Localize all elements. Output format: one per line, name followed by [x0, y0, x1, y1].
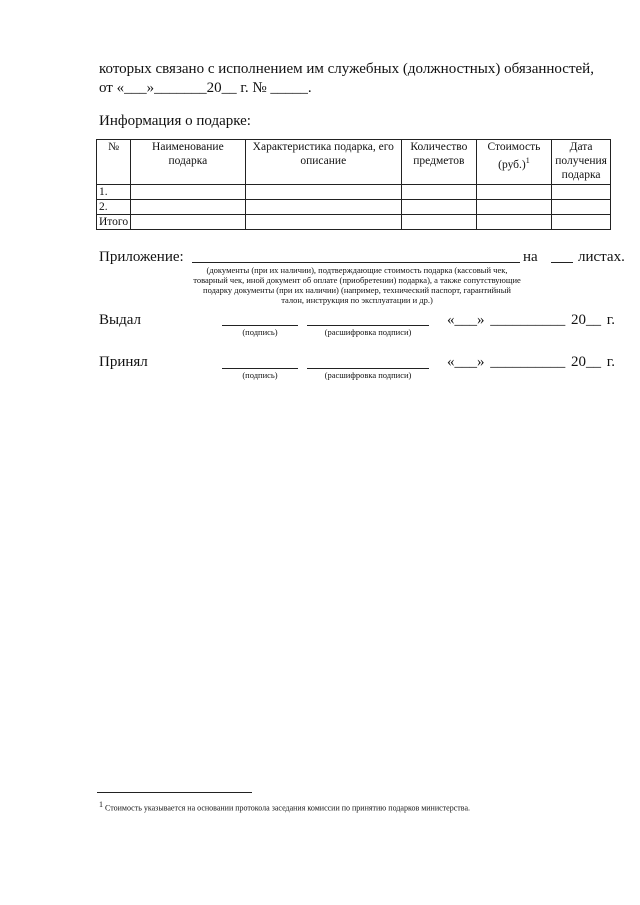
table-cell [552, 185, 611, 200]
received-signature-line [222, 368, 298, 369]
footnote-text: Стоимость указывается на основании протокола заседания комиссии по принятию подарков министерства. [105, 803, 470, 813]
section-title: Информация о подарке: [99, 113, 251, 129]
table-header-row [97, 140, 611, 185]
header-quantity: Количество предметов [401, 140, 476, 185]
footnote [99, 800, 470, 813]
received-date: «___» __________ 20__ г. [447, 354, 615, 370]
table-cell [131, 200, 246, 215]
attachment-label: Приложение: [99, 249, 184, 265]
table-cell [476, 200, 551, 215]
footnote-rule [97, 792, 252, 793]
table-cell: 1. [97, 185, 131, 200]
issued-decryption-caption: (расшифровка подписи) [324, 327, 412, 337]
table-cell [131, 185, 246, 200]
header-number: № [97, 140, 131, 185]
intro-line-2: от «___»_______20__ г. № _____. [99, 80, 312, 96]
table-cell [401, 200, 476, 215]
header-name: Наименование подарка [131, 140, 246, 185]
issued-date: «___» __________ 20__ г. [447, 312, 615, 328]
issued-signature-line [222, 325, 298, 326]
table-cell [552, 200, 611, 215]
received-label: Принял [99, 354, 148, 370]
footnote-mark: 1 [525, 156, 530, 165]
table-cell [401, 185, 476, 200]
header-date: Дата получения подарка [552, 140, 611, 185]
header-cost-label: Стоимость (руб.) [487, 141, 541, 171]
header-cost [476, 140, 551, 185]
total-label: Итого [97, 215, 131, 230]
header-description: Характеристика подарка, его описание [245, 140, 401, 185]
sheets-count-line [551, 262, 573, 263]
table-total-row [97, 215, 611, 230]
footnote-number: 1 [99, 800, 103, 809]
issued-signature-caption: (подпись) [242, 327, 278, 337]
gift-table [96, 139, 611, 230]
received-decryption-line [307, 368, 429, 369]
attachment-line [192, 262, 520, 263]
received-decryption-caption: (расшифровка подписи) [324, 370, 412, 380]
table-cell: 2. [97, 200, 131, 215]
intro-line-1: которых связано с исполнением им служебных (должностных) обязанностей, [99, 61, 594, 77]
received-signature-caption: (подпись) [242, 370, 278, 380]
issued-label: Выдал [99, 312, 141, 328]
issued-decryption-line [307, 325, 429, 326]
table-row [97, 200, 611, 215]
attachment-sheets: листах. [578, 249, 625, 265]
table-cell [245, 200, 401, 215]
attachment-note: (документы (при их наличии), подтверждающие стоимость подарка (кассовый чек, товарный чек, иной документ об оплате (приобретении) подарка), а также сопутствующие подарку документы (при их наличии) (например, технический паспорт, гарантийный талон, инструкция по эксплуатации и др.) [193, 265, 521, 305]
attachment-on: на [523, 249, 538, 265]
table-cell [476, 185, 551, 200]
table-cell [245, 185, 401, 200]
table-row [97, 185, 611, 200]
